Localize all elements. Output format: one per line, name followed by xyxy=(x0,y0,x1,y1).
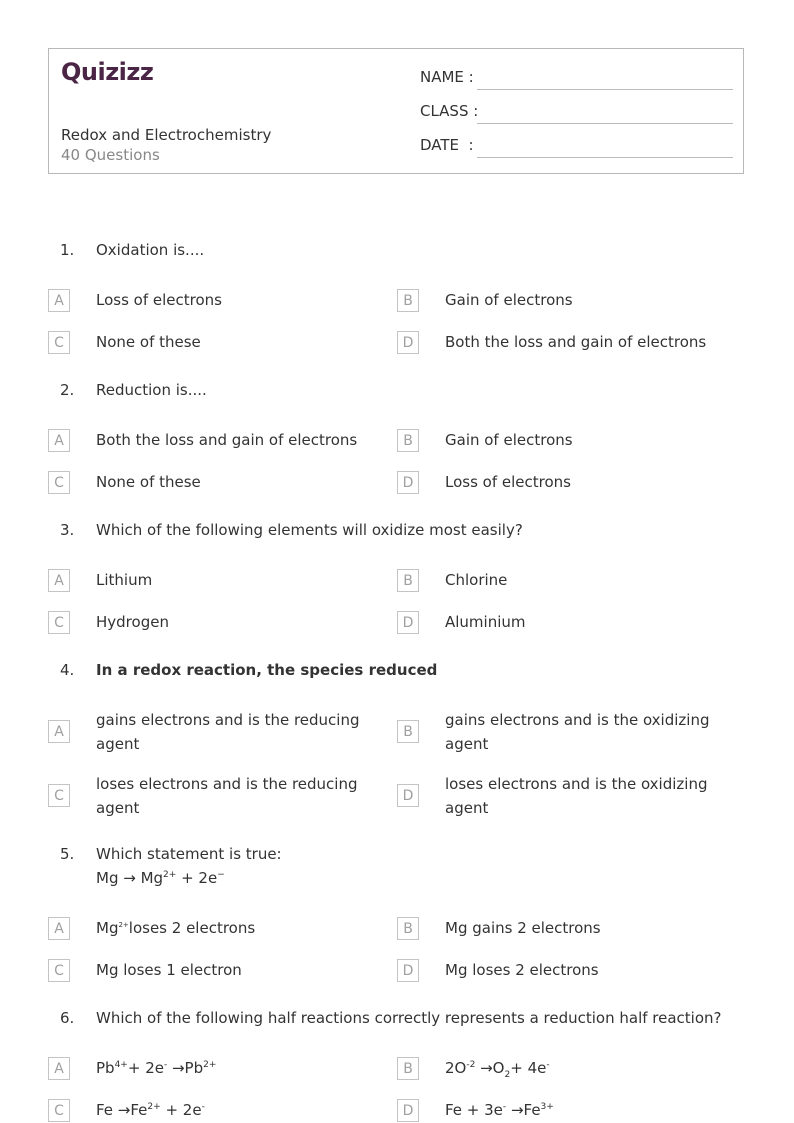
option-b-text xyxy=(445,1056,725,1080)
option-c-text: None of these xyxy=(96,473,201,491)
option-a-text: gains electrons and is the reducing agent xyxy=(96,711,360,753)
question-number: 4. xyxy=(60,661,75,679)
question-number: 1. xyxy=(60,241,75,259)
option-letter-a[interactable]: A xyxy=(48,720,70,743)
option-letter-b[interactable]: B xyxy=(397,429,419,452)
option-part: 2O xyxy=(445,1059,467,1077)
date-input-line[interactable] xyxy=(477,157,733,158)
class-field xyxy=(420,102,733,136)
question-text: Which of the following half reactions correctly represents a reduction half reaction? xyxy=(96,1009,722,1027)
option-part: Fe + 3e xyxy=(445,1101,503,1119)
option-superscript: - xyxy=(201,1102,205,1112)
option-letter-d[interactable]: D xyxy=(397,1099,419,1122)
option-letter-b[interactable]: B xyxy=(397,720,419,743)
option-a-text xyxy=(96,916,376,940)
class-label: CLASS : xyxy=(420,102,479,120)
option-b-text: Mg gains 2 electrons xyxy=(445,919,601,937)
option-a-text: Loss of electrons xyxy=(96,291,222,309)
question-number: 2. xyxy=(60,381,75,399)
equation-superscript: 2+ xyxy=(163,870,177,880)
question-number: 5. xyxy=(60,845,75,863)
option-a-text xyxy=(96,1056,376,1080)
question-text: Oxidation is.... xyxy=(96,241,205,259)
option-c-text: None of these xyxy=(96,333,201,351)
option-superscript: 2+ xyxy=(118,921,129,929)
option-letter-d[interactable]: D xyxy=(397,959,419,982)
date-field xyxy=(420,136,733,170)
question-number: 6. xyxy=(60,1009,75,1027)
option-part: Fe →Fe xyxy=(96,1101,148,1119)
option-letter-a[interactable]: A xyxy=(48,1057,70,1080)
option-letter-d[interactable]: D xyxy=(397,471,419,494)
equation-part: + 2e xyxy=(176,869,218,887)
question-text: Which statement is true: xyxy=(96,845,282,863)
quizizz-logo: Quizizz xyxy=(61,58,154,86)
name-label: NAME : xyxy=(420,68,474,86)
option-b-text: Gain of electrons xyxy=(445,431,573,449)
reaction-equation xyxy=(96,869,225,887)
question-text: Reduction is.... xyxy=(96,381,207,399)
option-d-text: Mg loses 2 electrons xyxy=(445,961,599,979)
worksheet-header xyxy=(48,48,744,174)
option-part: Pb xyxy=(96,1059,115,1077)
option-superscript: 3+ xyxy=(540,1102,554,1112)
option-letter-a[interactable]: A xyxy=(48,289,70,312)
equation-superscript: − xyxy=(217,870,225,880)
option-letter-b[interactable]: B xyxy=(397,569,419,592)
option-letter-c[interactable]: C xyxy=(48,471,70,494)
option-d-text: loses electrons and is the oxidizing agent xyxy=(445,775,708,817)
option-letter-c[interactable]: C xyxy=(48,959,70,982)
option-d-text xyxy=(445,1098,725,1122)
question-number: 3. xyxy=(60,521,75,539)
option-subscript: 2 xyxy=(504,1070,511,1080)
option-d-text: Aluminium xyxy=(445,613,526,631)
option-part: Mg xyxy=(96,919,119,937)
option-letter-b[interactable]: B xyxy=(397,917,419,940)
option-b-text: Gain of electrons xyxy=(445,291,573,309)
class-input-line[interactable] xyxy=(477,123,733,124)
option-a-text: Both the loss and gain of electrons xyxy=(96,431,358,449)
option-superscript: - xyxy=(546,1060,550,1070)
option-letter-a[interactable]: A xyxy=(48,569,70,592)
option-part: + 2e xyxy=(127,1059,164,1077)
option-letter-c[interactable]: C xyxy=(48,611,70,634)
option-a-text: Lithium xyxy=(96,571,153,589)
option-b-text: Chlorine xyxy=(445,571,508,589)
option-letter-c[interactable]: C xyxy=(48,784,70,807)
option-letter-c[interactable]: C xyxy=(48,331,70,354)
option-d-text: Both the loss and gain of electrons xyxy=(445,333,707,351)
option-superscript: -2 xyxy=(466,1060,476,1070)
option-c-text: Mg loses 1 electron xyxy=(96,961,242,979)
option-c-text xyxy=(96,1098,376,1122)
option-part: + 4e xyxy=(510,1059,547,1077)
option-letter-a[interactable]: A xyxy=(48,917,70,940)
question-count: 40 Questions xyxy=(61,146,160,164)
option-superscript: - xyxy=(163,1060,168,1070)
option-c-text: loses electrons and is the reducing agent xyxy=(96,775,358,817)
name-input-line[interactable] xyxy=(477,89,733,90)
option-letter-d[interactable]: D xyxy=(397,331,419,354)
question-text: Which of the following elements will oxidize most easily? xyxy=(96,521,523,539)
option-letter-d[interactable]: D xyxy=(397,611,419,634)
equation-part: Mg → Mg xyxy=(96,869,164,887)
worksheet-title: Redox and Electrochemistry xyxy=(61,126,272,144)
date-label: DATE : xyxy=(420,136,474,154)
option-part: →Fe xyxy=(506,1101,541,1119)
option-letter-b[interactable]: B xyxy=(397,289,419,312)
option-letter-a[interactable]: A xyxy=(48,429,70,452)
option-b-text: gains electrons and is the oxidizing agent xyxy=(445,711,710,753)
student-info-fields xyxy=(420,68,733,170)
name-field xyxy=(420,68,733,102)
option-letter-d[interactable]: D xyxy=(397,784,419,807)
option-superscript: 2+ xyxy=(203,1060,217,1070)
option-c-text: Hydrogen xyxy=(96,613,169,631)
option-part: loses 2 electrons xyxy=(128,919,256,937)
option-superscript: 2+ xyxy=(147,1102,161,1112)
option-part: + 2e xyxy=(160,1101,202,1119)
option-superscript: - xyxy=(502,1102,507,1112)
question-text: In a redox reaction, the species reduced xyxy=(96,661,438,679)
option-letter-c[interactable]: C xyxy=(48,1099,70,1122)
option-part: →O xyxy=(475,1059,505,1077)
option-d-text: Loss of electrons xyxy=(445,473,571,491)
option-part: →Pb xyxy=(167,1059,204,1077)
option-letter-b[interactable]: B xyxy=(397,1057,419,1080)
option-superscript: 4+ xyxy=(114,1060,128,1070)
